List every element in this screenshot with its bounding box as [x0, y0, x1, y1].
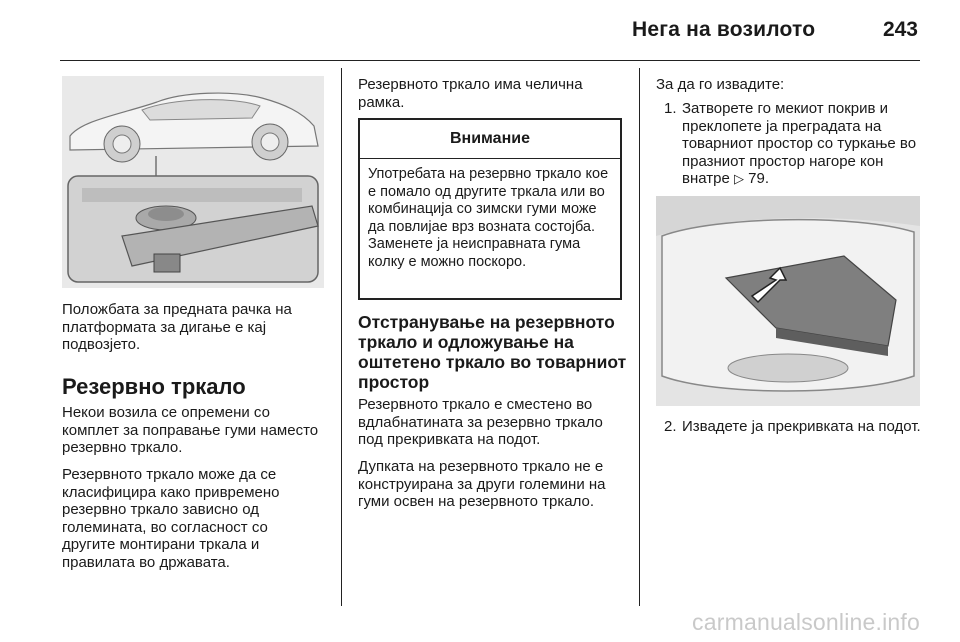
paragraph: Некои возила се опремени со комплет за поправање гуми наместо резервно тркало.: [62, 404, 319, 457]
warning-title: Внимание: [360, 120, 620, 159]
watermark: carmanualsonline.info: [692, 609, 920, 635]
paragraph: Резервното тркало може да се класифицира како привремено резервно тркало зависно од големината, во согласност со другите монтирани тркала и правилата во државата.: [62, 466, 280, 571]
trunk-floor-cover-illustration: [656, 196, 920, 406]
car-jack-illustration: [62, 76, 324, 288]
page-number: 243: [882, 18, 918, 41]
list-item: [664, 100, 924, 188]
section-heading: Отстранување на резервното тркало и одложување на оштетено тркало во товарниот простор: [358, 312, 627, 392]
figure-caption: Положбата за предната рачка на платформата за дигање е кај подвозјето.: [62, 301, 292, 354]
warning-box: [358, 118, 622, 300]
warning-text: Употребата на резервно тркало кое е помало од другите тркала или во комбинација со зимски гуми може да повлијае врз возната состојба. Заменете ја неисправната гума колку е можно поскоро.: [368, 166, 609, 270]
paragraph: Резервното тркало има челична рамка.: [358, 76, 583, 111]
page-title: Нега на возилото: [632, 18, 816, 41]
header-divider: [60, 60, 920, 61]
column-divider: [341, 68, 342, 606]
paragraph: Резервното тркало е сместено во вдлабнатината за резервно тркало под прекривката на подот.: [358, 396, 603, 449]
section-heading: Резервно тркало: [62, 374, 246, 399]
page-reference[interactable]: 79.: [748, 170, 770, 188]
paragraph: За да го извадите:: [656, 76, 785, 93]
step-number: 2.: [664, 418, 677, 435]
column-divider: [639, 68, 640, 606]
step-text: Затворете го мекиот покрив и преклопете ја преградата на товарниот простор со туркање во празниот простор нагоре кон внатре: [682, 100, 917, 188]
arrow-ref-icon: ▷: [734, 171, 744, 187]
paragraph: Дупката на резервното тркало не е конструирана за други големини на гуми освен на резервното тркало.: [358, 458, 606, 511]
list-item: [664, 418, 924, 436]
step-number: 1.: [664, 100, 677, 117]
step-text: Извадете ја прекривката на подот.: [682, 418, 921, 435]
